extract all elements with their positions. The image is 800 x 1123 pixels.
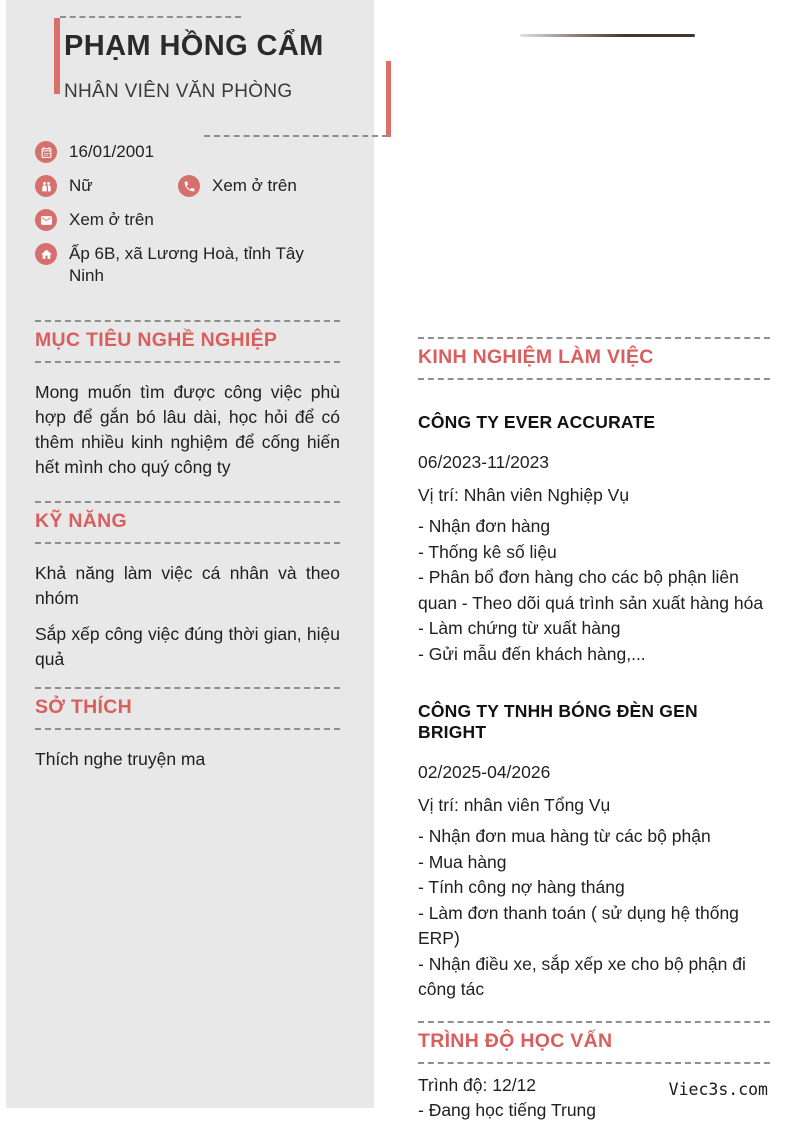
hobbies-section: [35, 687, 340, 772]
job-period: 02/2025-04/2026: [418, 762, 551, 782]
job-duty: - Thống kê số liệu: [418, 541, 557, 562]
education-header: TRÌNH ĐỘ HỌC VẤN: [418, 1021, 770, 1064]
email-value: Xem ở trên: [69, 210, 154, 229]
name-block: [35, 0, 340, 138]
phone-value: Xem ở trên: [212, 176, 297, 195]
experience-header: KINH NGHIỆM LÀM VIỆC: [418, 337, 770, 380]
calendar-icon: [35, 141, 57, 163]
dob-row: [35, 141, 340, 163]
site-brand: Viec3s.com: [668, 1080, 768, 1099]
gender-pair: [35, 175, 178, 197]
education-line: - Đang học tiếng Trung: [418, 1099, 597, 1120]
name-dashed-line-top: [60, 16, 241, 18]
person-name: PHẠM HỒNG CẨM: [64, 30, 324, 62]
skill-item: Sắp xếp công việc đúng thời gian, hiệu quả: [35, 624, 340, 669]
main-column: [418, 337, 770, 1123]
objective-section: [35, 320, 340, 480]
job-duty: - Tính công nợ hàng tháng: [418, 877, 625, 897]
job-duty: - Nhận đơn hàng: [418, 516, 551, 536]
job-duty: - Làm đơn thanh toán ( sử dụng hệ thống ERP): [418, 902, 739, 948]
redacted-text-strip: [520, 34, 695, 37]
address-row: [35, 243, 340, 287]
job-company: CÔNG TY TNHH BÓNG ĐÈN GEN BRIGHT: [418, 701, 698, 742]
job-position: Vị trí: nhân viên Tổng Vụ: [418, 795, 611, 815]
job-company: CÔNG TY EVER ACCURATE: [418, 412, 656, 432]
objective-header: MỤC TIÊU NGHỀ NGHIỆP: [35, 320, 340, 363]
name-accent-bar-left: [54, 18, 60, 94]
education-line: Trình độ: 12/12: [418, 1074, 537, 1095]
job-entry: [418, 412, 770, 667]
skill-item: Khả năng làm việc cá nhân và theo nhóm: [35, 563, 340, 608]
job-duty: - Phân bổ đơn hàng cho các bộ phận liên quan - Theo dõi quá trình sản xuất hàng hóa: [418, 567, 764, 613]
dob-value: 16/01/2001: [69, 142, 155, 161]
job-duties-list: [418, 824, 770, 1003]
job-position: Vị trí: Nhân viên Nghiệp Vụ: [418, 485, 630, 505]
name-dashed-line-bottom: [204, 135, 388, 137]
phone-pair: [178, 175, 297, 197]
hobbies-text: Thích nghe truyện ma: [35, 749, 206, 769]
hobbies-header: SỞ THÍCH: [35, 687, 340, 730]
job-duty: - Nhận đơn mua hàng từ các bộ phận: [418, 826, 711, 846]
job-duties-list: [418, 514, 770, 667]
job-period: 06/2023-11/2023: [418, 452, 550, 472]
job-duty: - Gửi mẫu đến khách hàng,...: [418, 643, 646, 664]
home-icon: [35, 243, 57, 265]
name-accent-bar-right: [386, 61, 391, 137]
sidebar: [6, 0, 374, 1108]
gender-icon: [35, 175, 57, 197]
email-row: [35, 209, 340, 231]
person-job-title: NHÂN VIÊN VĂN PHÒNG: [64, 81, 293, 102]
address-value: Ấp 6B, xã Lương Hoà, tỉnh Tây Ninh: [69, 244, 304, 285]
job-duty: - Làm chứng từ xuất hàng: [418, 618, 621, 638]
skills-header: KỸ NĂNG: [35, 501, 340, 544]
job-duty: - Mua hàng: [418, 851, 507, 872]
gender-value: Nữ: [69, 176, 93, 195]
contact-info: [35, 141, 340, 287]
skills-section: [35, 501, 340, 672]
gender-phone-row: [35, 175, 340, 197]
envelope-icon: [35, 209, 57, 231]
objective-text: Mong muốn tìm được công việc phù hợp để gắn bó lâu dài, học hỏi để có thêm nhiều kinh nghiệm để cống hiến hết mình cho quý công ty: [35, 382, 340, 477]
job-duty: - Nhận điều xe, sắp xếp xe cho bộ phận đi công tác: [418, 953, 746, 999]
job-entry: [418, 701, 770, 1003]
phone-icon: [178, 175, 200, 197]
